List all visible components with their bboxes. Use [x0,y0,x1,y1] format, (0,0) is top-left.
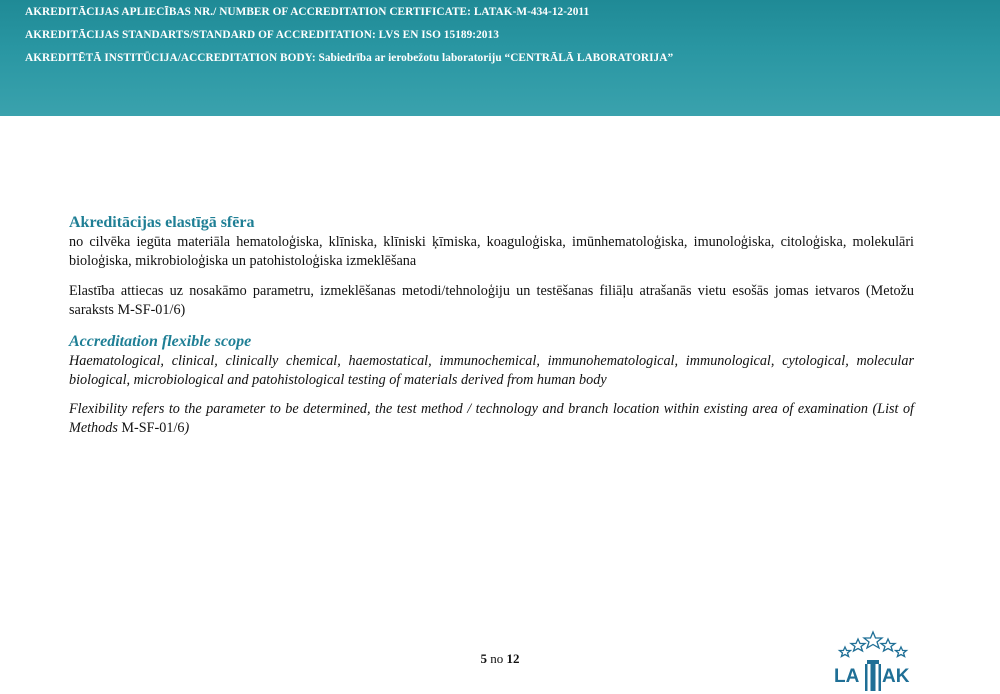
accreditation-standard-line [25,29,499,41]
document-body [69,213,914,437]
english-flexibility-text: Flexibility refers to the parameter to be determined, the test method / technology and branch location within existing area of examination (List of Methods [69,401,914,436]
certificate-number-label: AKREDITĀCIJAS APLIECĪBAS NR./ NUMBER OF ACCREDITATION CERTIFICATE: [25,6,471,18]
logo-text-right: AK [882,666,910,687]
accreditation-body-line [25,52,673,64]
english-flexibility-note [69,400,914,437]
header-band [0,0,1000,116]
certificate-number-line [25,6,589,18]
accreditation-standard-value: LVS EN ISO 15189:2013 [378,29,499,41]
page-separator: no [490,651,504,666]
accreditation-body-value: Sabiedrība ar ierobežotu laboratoriju “CENTRĀLĀ LABORATORIJA” [318,52,674,64]
accreditation-standard-label: AKREDITĀCIJAS STANDARTS/STANDARD OF ACCREDITATION: [25,29,376,41]
certificate-number-value: LATAK-M-434-12-2011 [473,6,590,18]
latak-logo-icon [832,630,914,692]
english-scope-heading: Accreditation flexible scope [69,333,252,350]
logo-text-left: LA [834,666,860,687]
english-flexibility-close: ) [184,419,190,436]
methods-list-code: M-SF-01/6 [121,419,185,436]
english-scope-description: Haematological, clinical, clinically chemical, haemostatical, immunochemical, immunohematological, immunological, cytological, molecular biological, microbiological and patohistological testing of materials derived from human body [69,353,914,388]
latvian-flexibility-note: Elastība attiecas uz nosakāmo parametru, izmeklēšanas metodi/tehnoloģiju un testēšanas filiāļu atrašanās vietu esošās jomas ietvaros (Metožu saraksts M-SF-01/6) [69,283,914,318]
latvian-scope-description: no cilvēka iegūta materiāla hematoloģiska, klīniska, klīniski ķīmiska, koaguloģiska, imūnhematoloģiska, imunoloģiska, citoloģiska, molekulāri bioloģiska, mikrobioloģiska un patohistoloģiska izmeklēšana [69,234,914,269]
total-pages: 12 [506,651,520,666]
latvian-scope-heading: Akreditācijas elastīgā sfēra [69,214,255,231]
current-page: 5 [480,651,487,666]
accreditation-body-label: AKREDITĒTĀ INSTITŪCIJA/ACCREDITATION BODY: [25,52,316,64]
